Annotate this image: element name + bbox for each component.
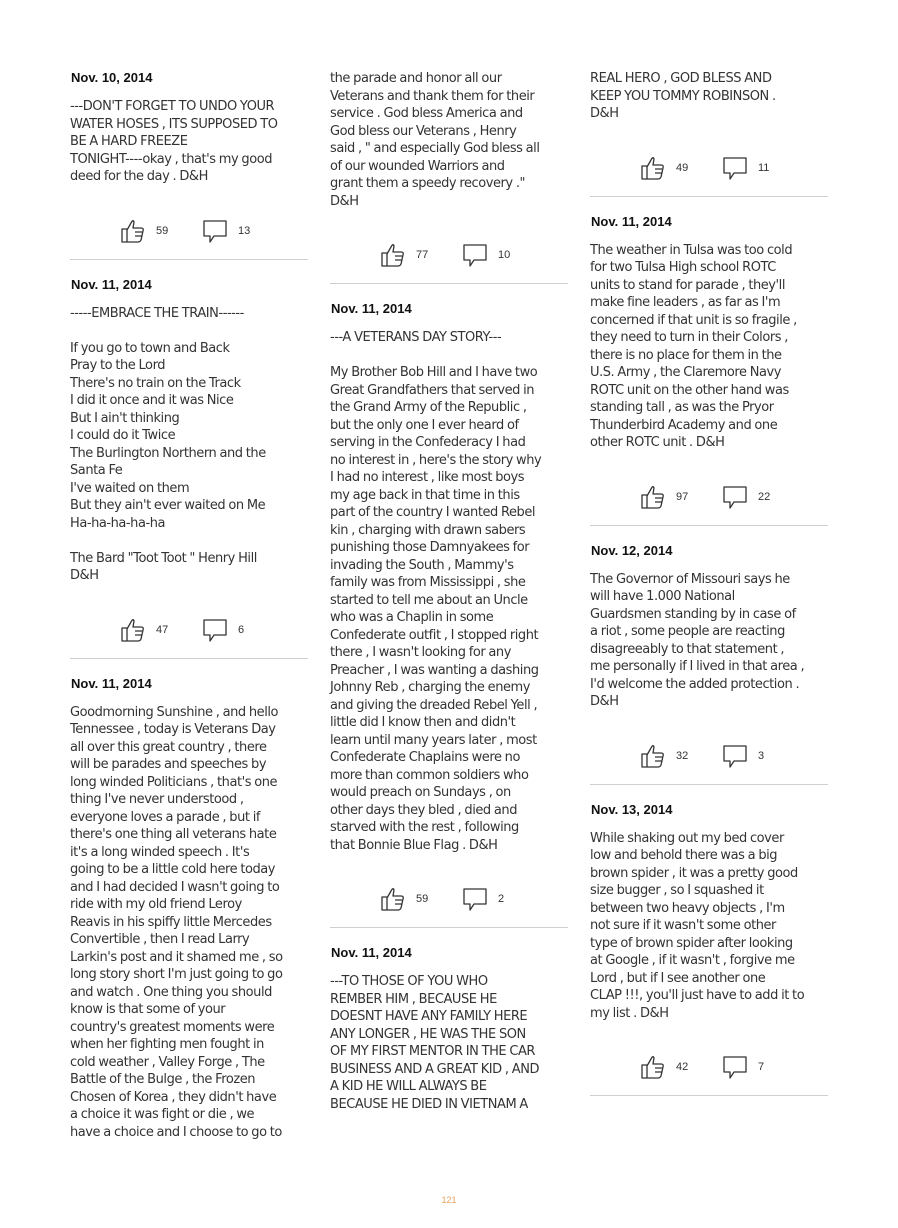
post-date: Nov. 10, 2014 bbox=[71, 70, 153, 85]
post-body: ---TO THOSE OF YOU WHO REMBER HIM , BECAUSE HE DOESNT HAVE ANY FAMILY HERE ANY LONGER , HE WAS THE SON OF MY FIRST MENTOR IN THE CAR BUSINESS AND A GREAT KID , AND A KID HE WILL ALWAYS BE BECAUSE HE DIED IN VIETNAM A bbox=[330, 974, 540, 1112]
post-body: While shaking out my bed cover low and behold there was a big brown spider , it was a pretty good size bugger , so I squashed it between two heavy objects , I'm not sure if it wasn't some other type of brown spider after looking at Google , if it wasn't , forgive me Lord , but if I see another one CLAP !!!, you'll just have to add it to my list . D&H bbox=[590, 830, 805, 1021]
post-date: Nov. 11, 2014 bbox=[71, 675, 152, 691]
comment-button[interactable] bbox=[722, 484, 778, 510]
post bbox=[330, 301, 568, 928]
post bbox=[590, 543, 828, 785]
post-body: The weather in Tulsa was too cold for two Tulsa High school ROTC units to stand for parade , they'll make fine leaders , as far as I'm concerned if that unit is so fragile , they need to turn in their Colors , there is no place for them in the U.S. Army , the Claremore Navy ROTC unit on the other hand was standing tall , as was the Pryor Thunderbird Academy and one other ROTC unit . D&H bbox=[590, 242, 797, 450]
divider bbox=[330, 927, 568, 928]
post-date: Nov. 12, 2014 bbox=[591, 542, 673, 558]
divider bbox=[70, 658, 308, 659]
divider bbox=[590, 196, 828, 197]
post-stats bbox=[330, 240, 568, 270]
post-continuation bbox=[590, 70, 828, 197]
speech-bubble-icon bbox=[722, 155, 748, 181]
post bbox=[590, 802, 828, 1097]
comment-button[interactable] bbox=[722, 155, 778, 181]
post-stats bbox=[590, 482, 828, 512]
thumbs-up-icon bbox=[120, 218, 146, 244]
post-date: Nov. 11, 2014 bbox=[591, 213, 672, 229]
comment-count: 13 bbox=[238, 224, 251, 237]
comment-count: 11 bbox=[758, 161, 770, 174]
comment-button[interactable] bbox=[202, 218, 258, 244]
comment-button[interactable] bbox=[202, 617, 258, 643]
post-body: ---DON'T FORGET TO UNDO YOUR WATER HOSES , ITS SUPPOSED TO BE A HARD FREEZE TONIGHT----okay , that's my good deed for the day . D&H bbox=[70, 99, 278, 184]
speech-bubble-icon bbox=[722, 1054, 748, 1080]
thumbs-up-icon bbox=[380, 886, 406, 912]
comment-button[interactable] bbox=[722, 1054, 778, 1080]
post-body: Goodmorning Sunshine , and hello Tennessee , today is Veterans Day all over this great country , there will be parades and speeches by long winded Politicians , that's one thing I've never understood , everyone loves a parade , but if there's one thing all veterans hate it's a long winded speech . It's going to be a little cold here today and I had decided I wasn't going to ride with my old friend Leroy Reavis in his spiffy little Mercedes Convertible , then I read Larry Larkin's post and it shamed me , so long story short I'm just going to go and watch . One thing you should know is that some of your country's greatest moments were when her fighting men fought in cold weather , Valley Forge , The Battle of the Bulge , the Frozen Chosen of Korea , they didn't have a choice it was fight or die , we have a choice and I choose to go to bbox=[70, 704, 283, 1140]
comment-count: 6 bbox=[238, 623, 245, 636]
comment-button[interactable] bbox=[462, 242, 518, 268]
thumbs-up-icon bbox=[640, 1054, 666, 1080]
like-button[interactable] bbox=[640, 155, 696, 181]
like-count: 32 bbox=[676, 749, 689, 762]
post-continuation bbox=[330, 70, 568, 284]
post-body: The Governor of Missouri says he will have 1.000 National Guardsmen standing by in case of a riot , some people are reacting disagreeably to that statement , me personally if I lived in that area , I'd welcome the added protection . D&H bbox=[590, 571, 805, 709]
post-date: Nov. 11, 2014 bbox=[331, 945, 412, 960]
post bbox=[70, 676, 308, 1142]
post-date: Nov. 11, 2014 bbox=[331, 301, 412, 316]
speech-bubble-icon bbox=[722, 743, 748, 769]
post bbox=[70, 277, 308, 659]
like-count: 47 bbox=[156, 623, 169, 636]
post-body: -----EMBRACE THE TRAIN------ If you go to town and Back Pray to the Lord There's no train on the Track I did it once and it was Nice But I ain't thinking I could do it Twice The Burlington Northern and the Santa Fe I've waited on them But they ain't ever waited on Me Ha-ha-ha-ha-ha The Bard "Toot Toot " Henry Hill D&H bbox=[70, 305, 266, 583]
speech-bubble-icon bbox=[202, 218, 228, 244]
speech-bubble-icon bbox=[462, 886, 488, 912]
post-stats bbox=[590, 153, 828, 183]
comment-count: 10 bbox=[498, 249, 511, 261]
like-count: 42 bbox=[676, 1061, 689, 1073]
like-button[interactable] bbox=[640, 743, 696, 769]
thumbs-up-icon bbox=[640, 155, 666, 181]
comment-count: 7 bbox=[758, 1061, 765, 1073]
post-stats bbox=[590, 1052, 828, 1082]
column-3 bbox=[590, 70, 828, 1113]
comment-count: 3 bbox=[758, 749, 765, 762]
like-count: 97 bbox=[676, 490, 689, 503]
post-body: ---A VETERANS DAY STORY--- My Brother Bob Hill and I have two Great Grandfathers that served in the Grand Army of the Republic , but the only one I ever heard of serving in the Confederacy I had no interest in , here's the story why I had no interest , like most boys my age back in that time in this part of the country I wanted Rebel kin , charging with drawn sabers punishing those Damnyakees for invading the South , Mammy's family was from Mississippi , she started to tell me about an Uncle who was a Chaplin in some Confederate outfit , I stopped right there , I wasn't looking for any Preacher , I was wanting a dashing Johnny Reb , charging the enemy and giving the dreaded Rebel Yell , little did I know then and didn't learn until many years later , most Confederate Chaplains were no more than common soldiers who would preach on Sundays , on other days they bled , died and starved with the rest , following that Bonnie Blue Flag . D&H bbox=[330, 330, 542, 853]
like-button[interactable] bbox=[640, 484, 696, 510]
post bbox=[330, 945, 568, 1113]
post-body: the parade and honor all our Veterans and thank them for their service . God bless America and God bless our Veterans , Henry said , " and especially God bless all of our wounded Warriors and grant them a speedy recovery ." D&H bbox=[330, 71, 540, 209]
comment-count: 22 bbox=[758, 490, 771, 503]
post-date: Nov. 11, 2014 bbox=[71, 276, 152, 292]
post-date: Nov. 13, 2014 bbox=[591, 801, 673, 817]
post-stats bbox=[70, 216, 308, 246]
thumbs-up-icon bbox=[120, 617, 146, 643]
post bbox=[70, 70, 308, 260]
post-body: REAL HERO , GOD BLESS AND KEEP YOU TOMMY ROBINSON . D&H bbox=[590, 71, 776, 121]
like-count: 59 bbox=[416, 893, 429, 905]
post bbox=[590, 214, 828, 526]
like-button[interactable] bbox=[380, 886, 436, 912]
page-number: 121 bbox=[441, 1195, 457, 1205]
like-count: 59 bbox=[156, 224, 169, 237]
thumbs-up-icon bbox=[640, 743, 666, 769]
thumbs-up-icon bbox=[380, 242, 406, 268]
like-count: 49 bbox=[676, 161, 689, 174]
like-count: 77 bbox=[416, 249, 429, 261]
like-button[interactable] bbox=[120, 218, 176, 244]
speech-bubble-icon bbox=[202, 617, 228, 643]
comment-count: 2 bbox=[498, 893, 505, 905]
like-button[interactable] bbox=[380, 242, 436, 268]
comment-button[interactable] bbox=[462, 886, 518, 912]
thumbs-up-icon bbox=[640, 484, 666, 510]
post-stats bbox=[330, 884, 568, 914]
divider bbox=[70, 259, 308, 260]
divider bbox=[590, 1095, 828, 1096]
divider bbox=[590, 525, 828, 526]
speech-bubble-icon bbox=[462, 242, 488, 268]
column-1 bbox=[70, 70, 308, 1141]
post-stats bbox=[70, 615, 308, 645]
like-button[interactable] bbox=[120, 617, 176, 643]
like-button[interactable] bbox=[640, 1054, 696, 1080]
post-stats bbox=[590, 741, 828, 771]
comment-button[interactable] bbox=[722, 743, 778, 769]
divider bbox=[590, 784, 828, 785]
speech-bubble-icon bbox=[722, 484, 748, 510]
divider bbox=[330, 283, 568, 284]
column-2 bbox=[330, 70, 568, 1113]
